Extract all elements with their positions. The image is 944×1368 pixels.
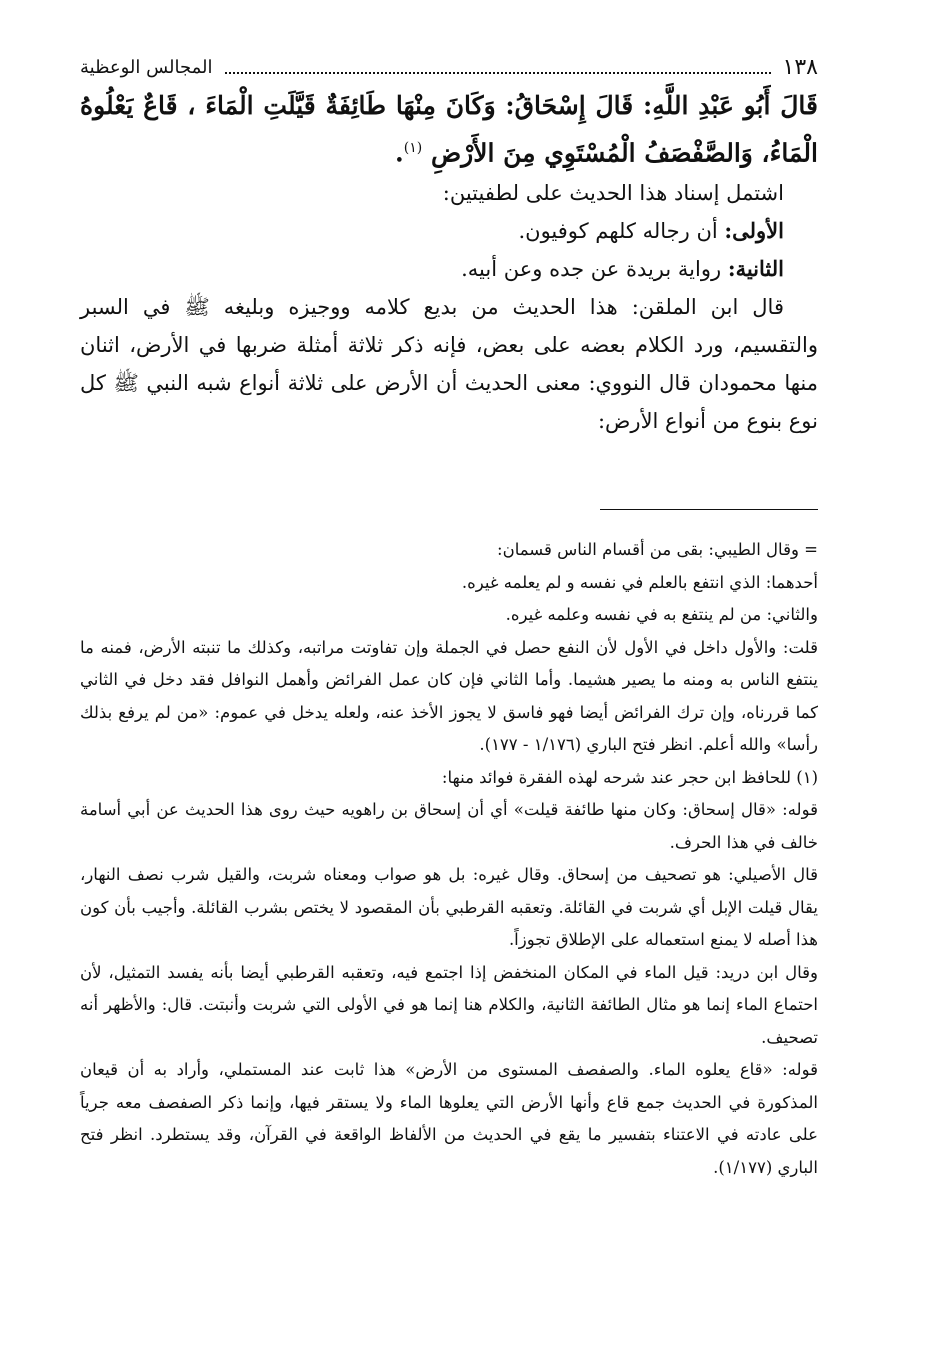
footnote-paragraph: قوله: «قاع يعلوه الماء. والصفصف المستوى من الأرض» هذا ثابت عند المستملي، وأراد به أن قيعان المذكورة في الحديث جمع قاع وأنها الأرض التي يعلوها الماء ولا يستقر فيها، وإنما ذكر الصفصف معه جرياً على عادته في الاعتناء بتفسير ما يقع في الحديث من الألفاظ الواقعة في القرآن، وقد يستطرد. انظر فتح الباري (١/١٧٧). <box>80 1060 818 1177</box>
footnote-paragraph: = وقال الطيبي: بقى من أقسام الناس قسمان: <box>497 540 818 559</box>
book-title: المجالس الوعظية <box>80 56 213 78</box>
hadith-body: قَالَ أَبُو عَبْدِ اللَّهِ: قَالَ إِسْحَاقُ: وَكَانَ مِنْهَا طَائِفَةٌ قَيَّلَتِ الْمَاءَ ، قَاعٌ يَعْلُوهُ الْمَاءُ، وَالصَّفْصَفُ الْمُسْتَوِي مِنَ الأَرْضِ <box>80 91 818 168</box>
footnote-paragraph: قوله: «قال إسحاق: وكان منها طائفة قيلت» أي أن إسحاق بن راهويه حيث روى هذا الحديث عن أبي أسامة خالف في هذا الحرف. <box>80 800 818 852</box>
footnote-separator <box>600 509 818 510</box>
footnote-paragraph: قال الأصيلي: هو تصحيف من إسحاق. وقال غيره: بل هو صواب ومعناه شربت، والقيل شرب نصف النهار، يقال قيلت الإبل أي شربت في القائلة. وتعقبه القرطبي بأن المقصود لا يختص بشرب القائلة. وأجيب بأن كون هذا أصله لا يمنع استعماله على الإطلاق تجوزاً. <box>80 865 818 949</box>
main-text <box>80 84 818 440</box>
first-point-label: الأولى: <box>724 218 784 244</box>
footnote-paragraph: وقال ابن دريد: قيل الماء في المكان المنخفض إذا اجتمع فيه، وتعقبه القرطبي أيضا بأنه يفسد التمثيل، لأن احتماع الماء إنما هو مثال الطائفة الثانية، والكلام هنا إنما هو في الأولى التي شربت وأنبتت. قال: والأظهر أنه تصحيف. <box>80 962 818 1047</box>
page-number: ١٣٨ <box>782 54 818 80</box>
second-point <box>80 250 818 288</box>
footnotes <box>80 534 818 1184</box>
hadith-end: . <box>395 138 404 168</box>
footnote-paragraph: (١) للحافظ ابن حجر عند شرحه لهذه الفقرة فوائد منها: <box>441 767 818 787</box>
page-header <box>80 52 818 82</box>
second-point-text: رواية بريدة عن جده وعن أبيه. <box>461 257 728 282</box>
footnote-paragraph: قلت: والأول داخل في الأول لأن النفع حصل في الجملة وإن تفاوتت مراتبه، وكذلك ما تنبته الأرض، فمنه ما ينتفع الناس به ومنه ما يصير هشيما. وأما الثاني فإن كان عمل الفرائض وأهمل النوافل فقد دخل في الثاني كما قررناه، وإن ترك الفرائض أيضا فهو فاسق لا يجوز الأخذ عنه، ولعله يدخل في عموم: «من لم يرفع بذلك رأسا» والله أعلم. انظر فتح الباري (١/١٧٦ - ١٧٧). <box>80 637 818 754</box>
header-dotted-rule <box>225 72 771 74</box>
footnote-paragraph: أحدهما: الذي انتفع بالعلم في نفسه و لم يعلمه غيره. <box>461 572 818 592</box>
hadith-text <box>80 84 818 174</box>
ibn-mulaqqin-paragraph: قال ابن الملقن: هذا الحديث من بديع كلامه ووجيزه وبليغه ﷺ في السبر والتقسيم، ورد الكلام بعضه على بعض، فإنه ذكر ثلاثة أمثلة ضربها في الأرض، اثنان منها محمودان قال النووي: معنى الحديث أن الأرض على ثلاثة أنواع شبه النبي ﷺ كل نوع بنوع من أنواع الأرض: <box>80 295 818 434</box>
intro-paragraph: اشتمل إسناد هذا الحديث على لطفيتين: <box>442 181 784 206</box>
second-point-label: الثانية: <box>727 256 784 282</box>
footnote-ref[interactable]: (١) <box>403 140 423 156</box>
first-point <box>80 212 818 250</box>
footnote-paragraph: والثاني: من لم ينتفع به في نفسه وعلمه غيره. <box>505 605 818 624</box>
first-point-text: أن رجاله كلهم كوفيون. <box>518 219 725 244</box>
